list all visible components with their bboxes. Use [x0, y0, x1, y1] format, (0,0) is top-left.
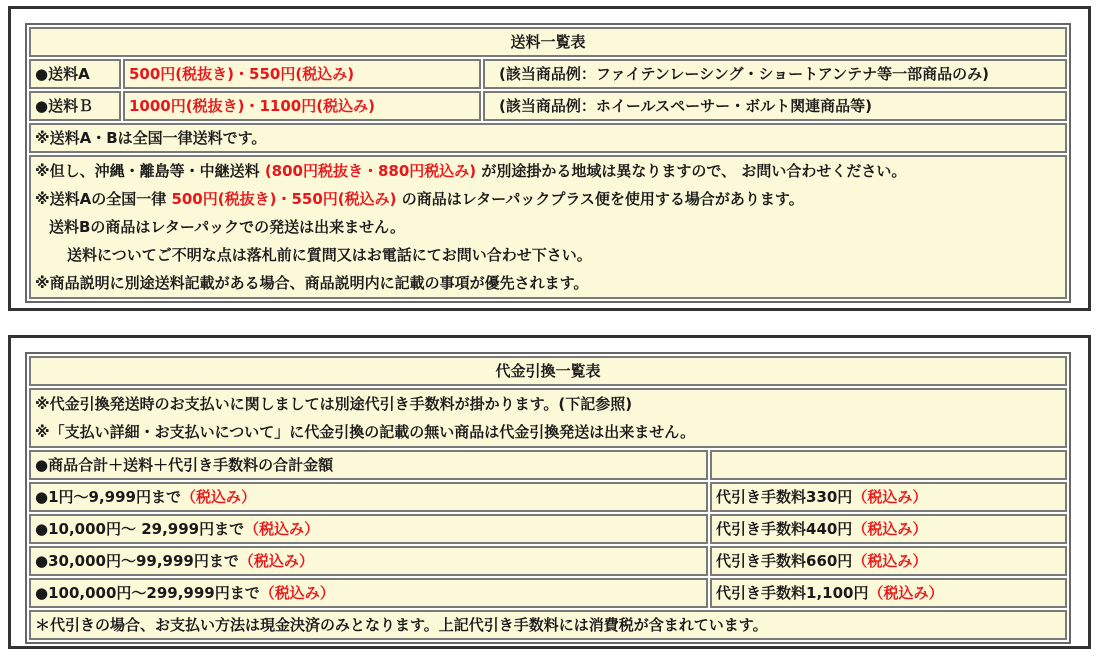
cod-fee: 代引き手数料1,100円（税込み）	[710, 578, 1067, 608]
cod-fee: 代引き手数料660円（税込み）	[710, 546, 1067, 576]
shipping-table-title: 送料一覧表	[29, 27, 1067, 57]
shipping-note-priority: ※商品説明に別途送料記載がある場合、商品説明内に記載の事項が優先されます。	[35, 274, 589, 292]
cod-sum-header: ●商品合計＋送料＋代引き手数料の合計金額	[29, 450, 708, 480]
shipping-note-letterpack-plus: ※送料Aの全国一律 500円(税抜き)・550円(税込み) の商品はレターパックプラス便を使用する場合があります。	[35, 190, 804, 208]
shipping-a-label: ●送料A	[29, 59, 121, 89]
shipping-note-letterpack: 送料Bの商品はレターパックでの発送は出来ません。	[49, 218, 405, 236]
shipping-nationwide-note: ※送料A・Bは全国一律送料です。	[29, 123, 1067, 153]
table-row	[29, 578, 1067, 608]
cod-sum-header-empty	[710, 450, 1067, 480]
shipping-table	[25, 23, 1071, 303]
shipping-b-label: ●送料Ｂ	[29, 91, 121, 121]
shipping-a-price: 500円(税抜き)・550円(税込み)	[123, 59, 481, 89]
table-row	[29, 482, 1067, 512]
table-row	[29, 514, 1067, 544]
shipping-a-example: (該当商品例：ファイテンレーシング・ショートアンテナ等一部商品のみ)	[483, 59, 1067, 89]
cod-table-title: 代金引換一覧表	[29, 356, 1067, 386]
cod-note-fee: ※代金引換発送時のお支払いに関しましては別途代引き手数料が掛かります。(下記参照)	[35, 395, 633, 413]
cod-range: ●10,000円～ 29,999円まで（税込み）	[29, 514, 708, 544]
shipping-notes-block	[29, 155, 1067, 299]
cod-range: ●1円～9,999円まで（税込み）	[29, 482, 708, 512]
remote-fee-price: (800円税抜き・880円税込み)	[264, 162, 477, 180]
cod-range: ●30,000円～99,999円まで（税込み）	[29, 546, 708, 576]
table-row	[29, 450, 1067, 480]
cod-footer-note: ＊代引きの場合、お支払い方法は現金決済のみとなります。上記代引き手数料には消費税が含まれています。	[29, 610, 1067, 640]
cod-notes-block	[29, 388, 1067, 448]
cod-range: ●100,000円～299,999円まで（税込み）	[29, 578, 708, 608]
shipping-note-remote: ※但し、沖縄・離島等・中継送料 (800円税抜き・880円税込み) が別途掛かる地域は異なりますので、 お問い合わせください。	[35, 162, 907, 180]
shipping-note-inquiry: 送料についてご不明な点は落札前に質問又はお電話にてお問い合わせ下さい。	[67, 246, 592, 264]
cod-table	[25, 352, 1071, 644]
table-row	[29, 91, 1067, 121]
cod-panel	[8, 335, 1091, 649]
shipping-b-price: 1000円(税抜き)・1100円(税込み)	[123, 91, 481, 121]
shipping-b-example: (該当商品例：ホイールスペーサー・ボルト関連商品等)	[483, 91, 1067, 121]
cod-fee: 代引き手数料330円（税込み）	[710, 482, 1067, 512]
table-row	[29, 546, 1067, 576]
shipping-a-price-inline: 500円(税抜き)・550円(税込み)	[171, 190, 397, 208]
shipping-panel	[8, 6, 1091, 311]
cod-note-availability: ※「支払い詳細・お支払いについて」に代金引換の記載の無い商品は代金引換発送は出来ません。	[35, 423, 696, 441]
table-row	[29, 59, 1067, 89]
cod-fee: 代引き手数料440円（税込み）	[710, 514, 1067, 544]
